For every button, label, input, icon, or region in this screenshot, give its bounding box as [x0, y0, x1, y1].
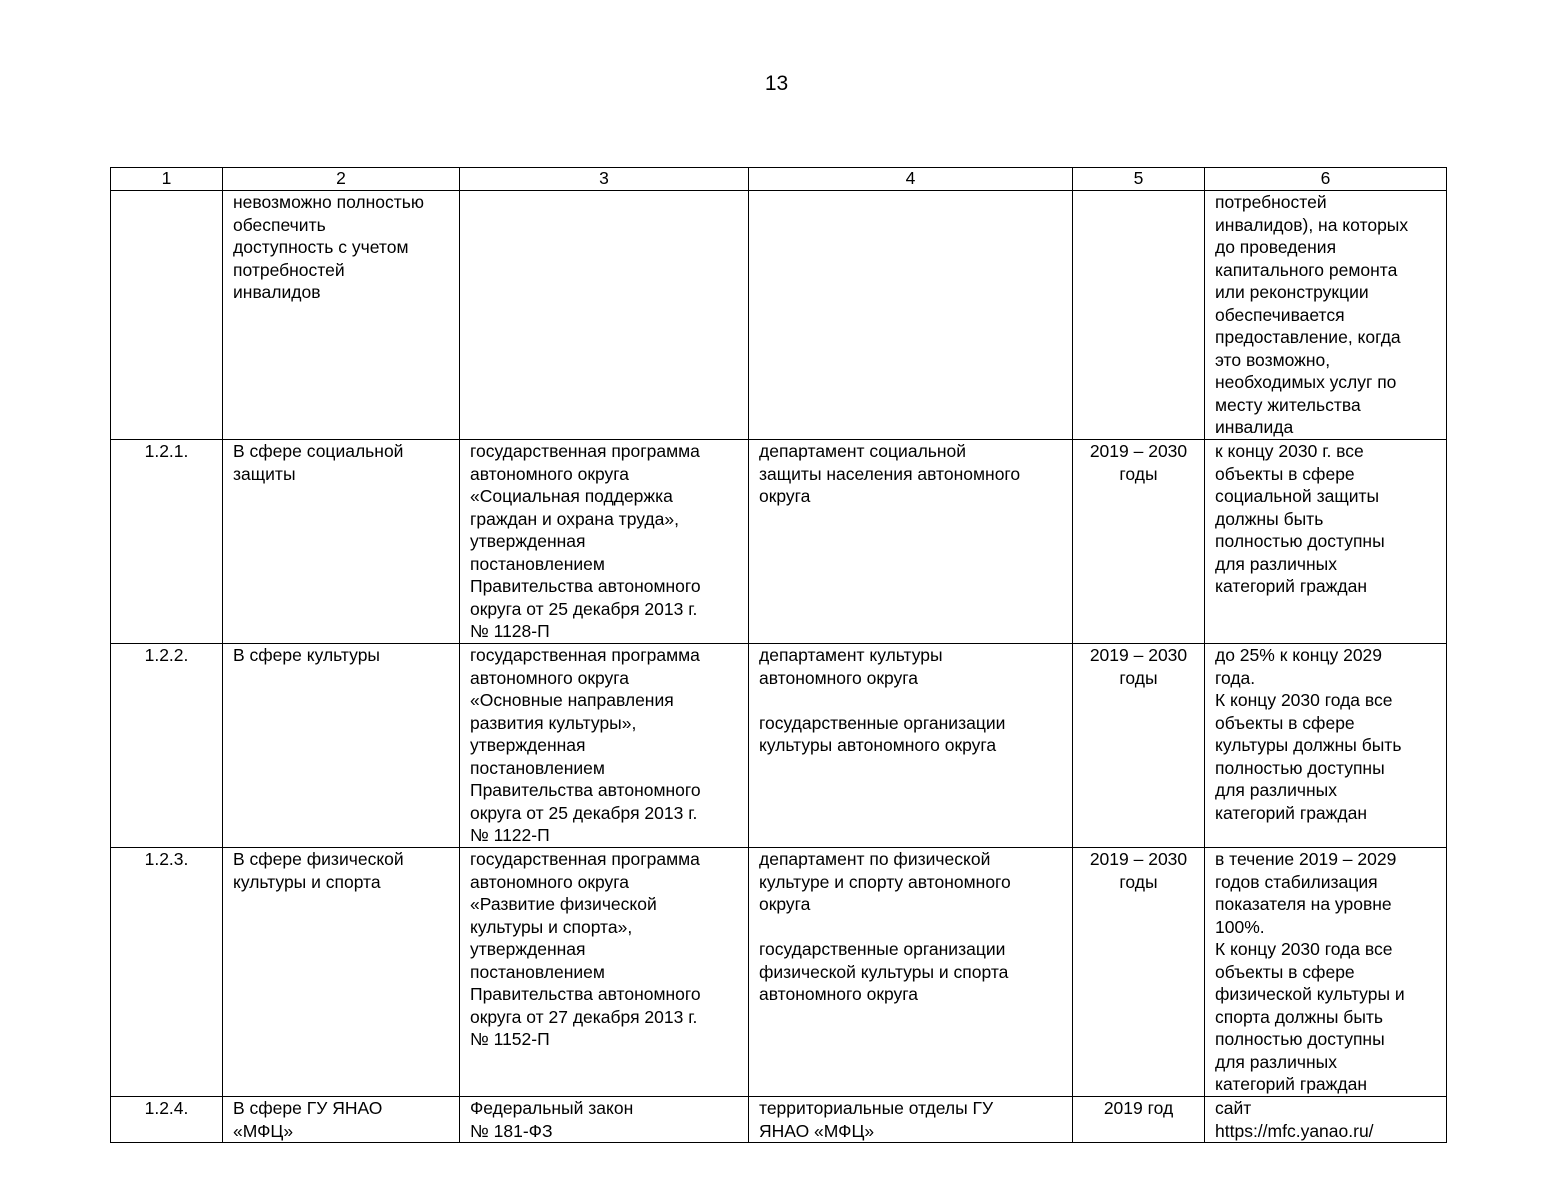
- header-cell: 4: [749, 168, 1073, 191]
- program-cell: Федеральный закон № 181-ФЗ: [460, 1097, 749, 1143]
- table-header-row: [111, 168, 1447, 191]
- header-cell: 6: [1205, 168, 1447, 191]
- period-cell: 2019 – 2030 годы: [1073, 848, 1205, 1097]
- result-cell: потребностей инвалидов), на которых до проведения капитального ремонта или реконструкции обеспечивается предоставление, когда это возможно, необходимых услуг по месту жительства инвалида: [1205, 191, 1447, 440]
- table-row: [111, 440, 1447, 644]
- header-cell: 3: [460, 168, 749, 191]
- executor-cell: территориальные отделы ГУ ЯНАО «МФЦ»: [749, 1097, 1073, 1143]
- period-cell: [1073, 191, 1205, 440]
- result-cell: сайт https://mfc.yanao.ru/: [1205, 1097, 1447, 1143]
- executor-cell: департамент культуры автономного округа государственные организации культуры автономного округа: [749, 644, 1073, 848]
- period-cell: 2019 – 2030 годы: [1073, 440, 1205, 644]
- header-cell: 1: [111, 168, 223, 191]
- header-cell: 5: [1073, 168, 1205, 191]
- period-cell: 2019 год: [1073, 1097, 1205, 1143]
- header-cell: 2: [223, 168, 460, 191]
- table-row: [111, 191, 1447, 440]
- row-number-cell: [111, 191, 223, 440]
- row-number-cell: 1.2.4.: [111, 1097, 223, 1143]
- program-cell: [460, 191, 749, 440]
- result-cell: до 25% к концу 2029 года. К концу 2030 года все объекты в сфере культуры должны быть полностью доступны для различных категорий граждан: [1205, 644, 1447, 848]
- program-cell: государственная программа автономного округа «Развитие физической культуры и спорта», утвержденная постановлением Правительства автономного округа от 27 декабря 2013 г. № 1152-П: [460, 848, 749, 1097]
- result-cell: к концу 2030 г. все объекты в сфере социальной защиты должны быть полностью доступны для различных категорий граждан: [1205, 440, 1447, 644]
- program-cell: государственная программа автономного округа «Основные направления развития культуры», утвержденная постановлением Правительства автономного округа от 25 декабря 2013 г. № 1122-П: [460, 644, 749, 848]
- page-number: 13: [764, 72, 789, 95]
- row-number-cell: 1.2.1.: [111, 440, 223, 644]
- result-cell: в течение 2019 – 2029 годов стабилизация показателя на уровне 100%. К концу 2030 года все объекты в сфере физической культуры и спорта должны быть полностью доступны для различных категорий граждан: [1205, 848, 1447, 1097]
- measures-table: [110, 167, 1447, 1143]
- area-cell: В сфере ГУ ЯНАО «МФЦ»: [223, 1097, 460, 1143]
- row-number-cell: 1.2.2.: [111, 644, 223, 848]
- area-cell: невозможно полностью обеспечить доступность с учетом потребностей инвалидов: [223, 191, 460, 440]
- program-cell: государственная программа автономного округа «Социальная поддержка граждан и охрана труда», утвержденная постановлением Правительства автономного округа от 25 декабря 2013 г. № 1128-П: [460, 440, 749, 644]
- table-row: [111, 1097, 1447, 1143]
- executor-cell: [749, 191, 1073, 440]
- area-cell: В сфере физической культуры и спорта: [223, 848, 460, 1097]
- table-row: [111, 644, 1447, 848]
- row-number-cell: 1.2.3.: [111, 848, 223, 1097]
- area-cell: В сфере культуры: [223, 644, 460, 848]
- period-cell: 2019 – 2030 годы: [1073, 644, 1205, 848]
- executor-cell: департамент социальной защиты населения автономного округа: [749, 440, 1073, 644]
- area-cell: В сфере социальной защиты: [223, 440, 460, 644]
- executor-cell: департамент по физической культуре и спорту автономного округа государственные организации физической культуры и спорта автономного округа: [749, 848, 1073, 1097]
- table-row: [111, 848, 1447, 1097]
